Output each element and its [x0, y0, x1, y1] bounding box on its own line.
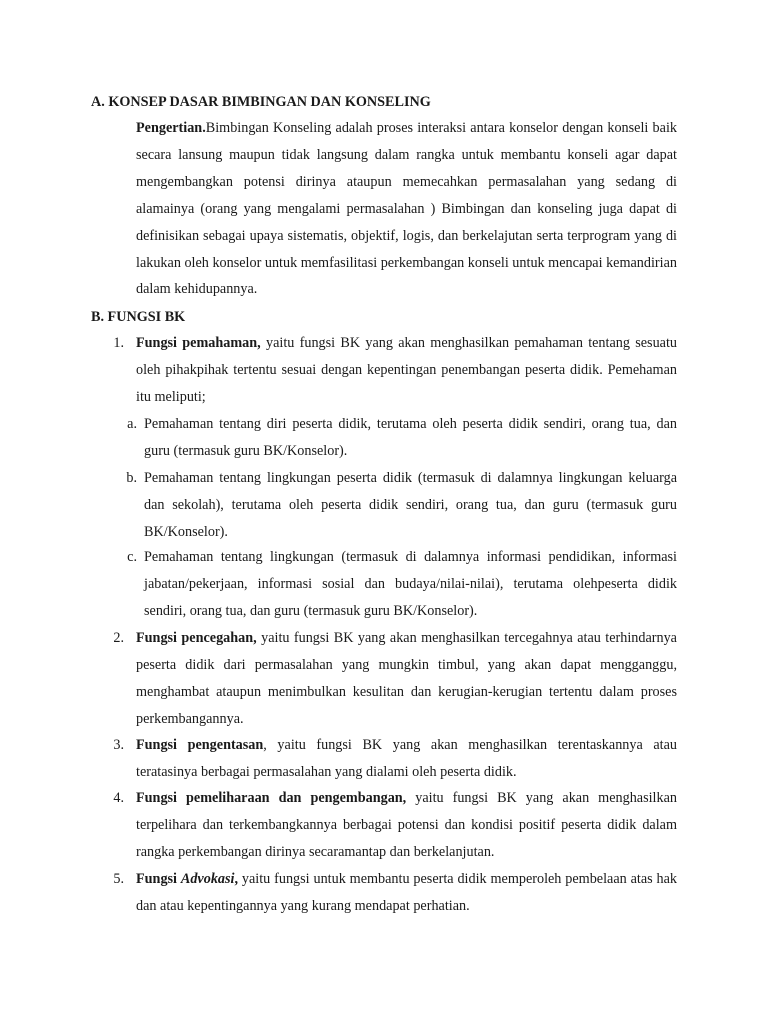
fungsi-term-prefix: Fungsi	[136, 871, 181, 887]
definition-text: Bimbingan Konseling adalah proses interaksi antara konselor dengan konseli baik secara lansung maupun tidak langsung dalam rangka untuk membantu konseli agar dapat mengembangkan potensi dirinya ataupun memecahkan permasalahan yang sedang di alamainya (orang yang mengalami permasalahan ) Bimbingan dan konseling juga dapat di definisikan sebagai upaya sistematis, objektif, logis, dan berkelajutan serta terprogram yang di lakukan oleh konselor untuk memfasilitasi perkembangan konseli untuk mencapai kemandirian dalam kehidupannya.	[136, 120, 677, 298]
subitem-c: Pemahaman tentang lingkungan (termasuk di dalamnya informasi pendidikan, informasi jabatan/pekerjaan, informasi sosial dan budaya/nilai-nilai), terutama olehpeserta didik sendiri, orang tua, dan guru (termasuk guru BK/Konselor).	[144, 549, 677, 619]
list-number: 3.	[113, 737, 124, 753]
fungsi-text: yaitu fungsi BK yang akan menghasilkan terpelihara dan terkembangkannya berbagai potensi dan kondisi positif peserta didik dalam rangka perkembangan dirinya secaramantap dan berkelanjutan.	[136, 790, 677, 860]
fungsi-term-suffix: ,	[234, 871, 239, 887]
list-number: 5.	[113, 871, 124, 887]
list-number: 2.	[113, 630, 124, 646]
sublist-letter: a.	[127, 416, 137, 432]
fungsi-term: Fungsi pemeliharaan dan pengembangan,	[136, 790, 407, 806]
list-number: 4.	[113, 790, 124, 806]
subitem-a: Pemahaman tentang diri peserta didik, terutama oleh peserta didik sendiri, orang tua, dan guru (termasuk guru BK/Konselor).	[144, 416, 677, 459]
section-b-heading: B. FUNGSI BK	[91, 309, 186, 325]
fungsi-item-3	[136, 732, 677, 786]
fungsi-item-1	[136, 330, 677, 411]
fungsi-text: yaitu fungsi BK yang akan menghasilkan pemahaman tentang sesuatu oleh pihakpihak tertentu sesuai dengan kepentingan penembangan peserta didik. Pemehaman itu meliputi;	[136, 335, 677, 405]
fungsi-text: , yaitu fungsi BK yang akan menghasilkan terentaskannya atau teratasinya berbagai permasalahan yang dialami oleh peserta didik.	[136, 737, 677, 780]
section-a-heading: A. KONSEP DASAR BIMBINGAN DAN KONSELING	[91, 94, 431, 110]
fungsi-term: Fungsi pencegahan,	[136, 630, 257, 646]
subitem-b: Pemahaman tentang lingkungan peserta didik (termasuk di dalamnya lingkungan keluarga dan sekolah), terutama oleh peserta didik sendiri, orang tua, dan guru (termasuk guru BK/Konselor).	[144, 470, 677, 540]
fungsi-term-italic: Advokasi	[180, 871, 235, 887]
fungsi-item-5	[136, 866, 677, 920]
fungsi-term: Fungsi pemahaman,	[136, 335, 261, 351]
sublist-letter: c.	[127, 549, 137, 565]
sublist-letter: b.	[126, 470, 137, 486]
section-a-paragraph	[136, 115, 677, 303]
fungsi-term: Fungsi pengentasan	[136, 737, 264, 753]
fungsi-term	[136, 871, 238, 887]
fungsi-text: yaitu fungsi BK yang akan menghasilkan tercegahnya atau terhindarnya peserta didik dari permasalahan yang mungkin timbul, yang akan dapat mengganggu, menghambat ataupun menimbulkan kesulitan dan kerugian-kerugian tertentu dalam proses perkembangannya.	[136, 630, 677, 727]
definition-term: Pengertian.	[136, 120, 206, 136]
list-number: 1.	[113, 335, 124, 351]
fungsi-item-2	[136, 625, 677, 733]
fungsi-text: yaitu fungsi untuk membantu peserta didik memperoleh pembelaan atas hak dan atau kepentingannya yang kurang mendapat perhatian.	[136, 871, 677, 914]
fungsi-item-4	[136, 785, 677, 866]
